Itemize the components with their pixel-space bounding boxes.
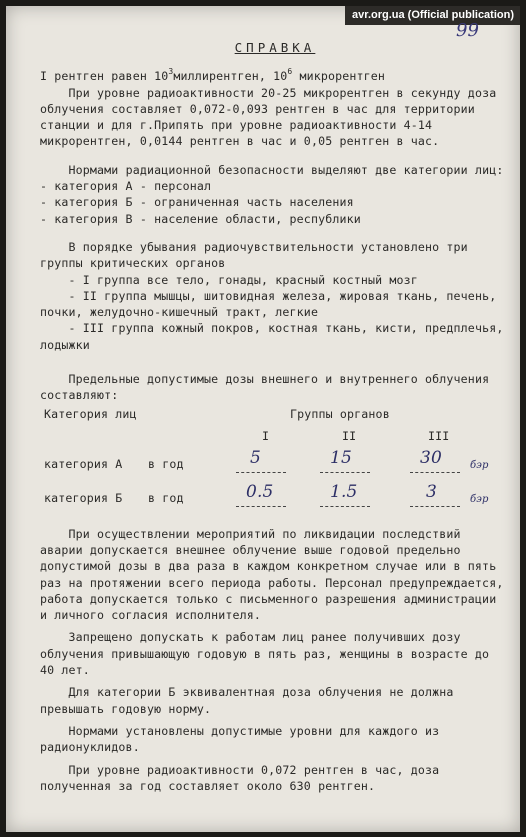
- norms-item: - категория В - население области, республики: [40, 211, 361, 226]
- dose-unit-b: бэр: [470, 493, 489, 505]
- group-label-1: I: [262, 428, 270, 443]
- limits-lead: Предельные допустимые дозы внешнего и внутреннего облучения составляют:: [40, 372, 497, 403]
- units-text-3: микрорентген: [292, 69, 386, 84]
- document-page: [6, 6, 520, 832]
- dose-value-a-3: 30: [420, 447, 442, 468]
- document-title: СПРАВКА: [234, 40, 316, 55]
- norms-item: - категория Б - ограниченная часть населения: [40, 195, 354, 210]
- row-period-a: в год: [148, 456, 184, 471]
- organs-item: - I группа все тело, гонады, красный костный мозг: [40, 272, 418, 287]
- dose-value-b-2: 1.5: [330, 481, 358, 502]
- units-exponent-1: 3: [168, 67, 174, 77]
- norms-item: - категория А - персонал: [40, 179, 212, 194]
- organs-item: - III группа кожный покров, костная ткань, кисти, предплечья, лодыжки: [40, 321, 511, 352]
- units-exponent-2: 6: [287, 67, 293, 77]
- dose-value-b-3: 3: [426, 481, 437, 502]
- source-watermark: avr.org.ua (Official publication): [345, 6, 520, 25]
- dose-value-a-2: 15: [330, 447, 352, 468]
- closing-paragraph-5: При уровне радиоактивности 0,072 рентген в час, доза полученная за год составляет около 630 рентген.: [40, 762, 447, 793]
- row-label-category-a: категория А: [44, 456, 123, 471]
- units-text-2: миллирентген, 10: [173, 69, 288, 84]
- dose-unit-a: бэр: [470, 459, 489, 471]
- closing-paragraph-1: При осуществлении мероприятий по ликвидации последствий аварии допускается внешнее облучение выше годовой предельно допустимой дозы в два раза в каждом конкретном случае или в пять раз на протяжении всего периода работы. Персонал предупреждается, работа допускается только с письменного разрешения администрации и личного согласия исполнителя.: [40, 526, 511, 623]
- group-label-2: II: [342, 428, 357, 443]
- document-body: [40, 40, 510, 794]
- organs-lead: В порядке убывания радиочувствительности установлено три группы критических органов: [40, 239, 475, 271]
- norms-lead: Нормами радиационной безопасности выделяют две категории лиц:: [40, 162, 504, 177]
- row-label-category-b: категория Б: [44, 490, 123, 505]
- intro-paragraph: При уровне радиоактивности 20-25 микрорентген в секунду доза облучения составляет 0,072-0,093 рентген в час для территории станции и для г.Припять при уровне радиоактивности 4-14 микрорентген, 0,0144 рентген в час и 0,05 рентген в час.: [40, 85, 504, 149]
- intro-units-line: [40, 68, 510, 84]
- dose-value-b-1: 0.5: [246, 481, 274, 502]
- dose-limits-table: [40, 406, 510, 526]
- units-text-1: I рентген равен 10: [40, 69, 169, 84]
- group-label-3: III: [428, 428, 450, 443]
- column-header-category: Категория лиц: [44, 406, 137, 421]
- dose-value-a-1: 5: [250, 447, 261, 468]
- handwritten-page-number: 99: [456, 20, 479, 41]
- closing-paragraph-4: Нормами установлены допустимые уровни для каждого из радионуклидов.: [40, 723, 447, 755]
- closing-paragraph-2: Запрещено допускать к работам лиц ранее получивших дозу облучения привышающую годовую в пять раз, женщины в возрасте до 40 лет.: [40, 630, 497, 678]
- organs-item: - II группа мышцы, шитовидная железа, жировая ткань, печень, почки, желудочно-кишечный тракт, легкие: [40, 288, 504, 320]
- column-header-groups: Группы органов: [290, 406, 390, 421]
- row-period-b: в год: [148, 490, 184, 505]
- closing-paragraph-3: Для категории Б эквивалентная доза облучения не должна превышать годовую норму.: [40, 685, 461, 716]
